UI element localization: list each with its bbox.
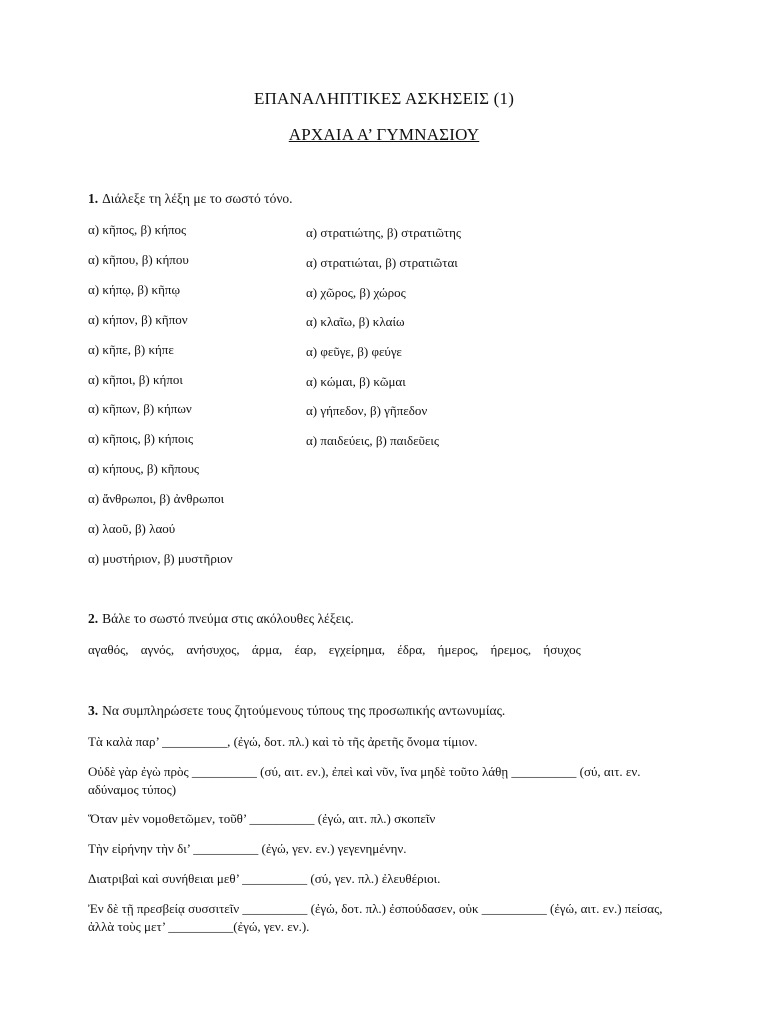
q2-word: ανήσυχος,	[186, 642, 240, 657]
q1-left-item: α) μυστήριον, β) μυστῆριον	[88, 551, 233, 566]
question-1-number: 1.	[88, 191, 99, 206]
question-3-number: 3.	[88, 703, 99, 718]
q2-word: αγαθός,	[88, 642, 129, 657]
q2-word: έδρα,	[397, 642, 426, 657]
page-subtitle: ΑΡΧΑΙΑ Α’ ΓΥΜΝΑΣΙΟΥ	[288, 125, 480, 144]
question-1-heading	[88, 191, 293, 207]
q1-right-item: α) φεῦγε, β) φεύγε	[306, 344, 402, 359]
q2-word-list	[88, 642, 590, 658]
q1-right-item: α) κώμαι, β) κῶμαι	[306, 374, 406, 389]
question-2-text: Βάλε το σωστό πνεύμα στις ακόλουθες λέξεις.	[102, 611, 354, 626]
question-2-number: 2.	[88, 611, 99, 626]
question-3-heading	[88, 703, 505, 719]
q3-sentence: Ὅταν μὲν νομοθετῶμεν, τοῦθ’ __________ (ἐγώ, αιτ. πλ.) σκοπεῖν	[88, 811, 436, 826]
q2-word: εγχείρημα,	[328, 642, 386, 657]
q1-left-item: α) λαοῦ, β) λαού	[88, 521, 176, 536]
q1-right-item: α) στρατιώται, β) στρατιῶται	[306, 255, 458, 270]
q1-left-item: α) κήπῳ, β) κῆπῳ	[88, 282, 181, 297]
q3-sentence: Τὴν εἰρήνην τὴν δι’ __________ (ἐγώ, γεν. εν.) γεγενημένην.	[88, 841, 407, 856]
q3-sentence: Οὐδὲ γὰρ ἐγὼ πρὸς __________ (σύ, αιτ. εν.), ἐπεὶ καὶ νῦν, ἵνα μηδὲ τοῦτο λάθῃ __________ (σύ, αιτ. εν. αδύναμος τύπος)	[88, 764, 641, 797]
q3-sentence: Ἐν δὲ τῇ πρεσβείᾳ συσσιτεῖν __________ (ἐγώ, δοτ. πλ.) ἐσπούδασεν, οὐκ __________ (ἐγώ, αιτ. εν.) πείσας, ἀλλὰ τοὺς μετ’ __________(ἐγώ, γεν. εν.).	[88, 901, 663, 934]
q2-word: άρμα,	[251, 642, 283, 657]
q2-word: αγνός,	[140, 642, 175, 657]
q1-right-item: α) χῶρος, β) χώρος	[306, 285, 406, 300]
q1-left-item: α) κῆπε, β) κήπε	[88, 342, 174, 357]
question-2-heading	[88, 611, 354, 627]
q2-word: ήρεμος,	[490, 642, 532, 657]
q3-sentence: Διατριβαὶ καὶ συνήθειαι μεθ’ __________ (σύ, γεν. πλ.) ἐλευθέριοι.	[88, 871, 441, 886]
q1-right-item: α) στρατιώτης, β) στρατιῶτης	[306, 225, 462, 240]
q1-left-item: α) κήπον, β) κῆπον	[88, 312, 188, 327]
q1-right-item: α) κλαῖω, β) κλαίω	[306, 314, 405, 329]
question-3-text: Να συμπληρώσετε τους ζητούμενους τύπους της προσωπικής αντωνυμίας.	[102, 703, 506, 718]
q2-word: ήμερος,	[437, 642, 479, 657]
page-title: ΕΠΑΝΑΛΗΠΤΙΚΕΣ ΑΣΚΗΣΕΙΣ (1)	[253, 89, 515, 108]
q3-sentence: Τὰ καλὰ παρ’ __________, (ἐγώ, δοτ. πλ.) καὶ τὸ τῆς ἀρετῆς ὄνομα τίμιον.	[88, 734, 478, 749]
q1-left-item: α) κήπους, β) κῆπους	[88, 461, 200, 476]
q1-right-item: α) παιδεύεις, β) παιδεῦεις	[306, 433, 440, 448]
q1-right-item: α) γήπεδον, β) γῆπεδον	[306, 403, 428, 418]
q1-left-item: α) κῆποι, β) κήποι	[88, 372, 183, 387]
q2-word: ήσυχος	[543, 642, 581, 657]
q1-left-item: α) κῆποις, β) κήποις	[88, 431, 194, 446]
q1-left-item: α) κῆπων, β) κήπων	[88, 401, 192, 416]
q2-word: έαρ,	[294, 642, 317, 657]
question-1-text: Διάλεξε τη λέξη με το σωστό τόνο.	[102, 191, 293, 206]
q1-left-item: α) κῆπος, β) κήπος	[88, 222, 187, 237]
q1-left-item: α) ἄνθρωποι, β) ἀνθρωποι	[88, 491, 225, 506]
q1-left-item: α) κῆπου, β) κήπου	[88, 252, 189, 267]
